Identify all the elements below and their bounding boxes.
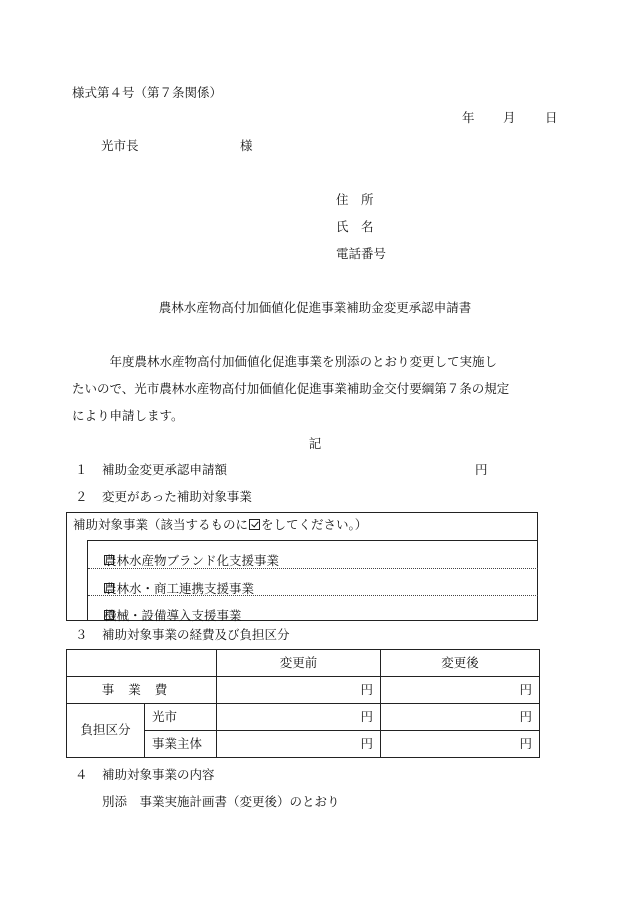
applicant-name-label: 氏 名	[336, 219, 374, 234]
table-row	[67, 704, 540, 731]
column-after: 変更後	[381, 650, 540, 677]
operator-before-cell[interactable]: 円	[217, 731, 381, 758]
form-number: 様式第４号（第７条関係）	[72, 85, 223, 100]
expense-table	[66, 649, 540, 758]
addressee-name: 光市長	[101, 138, 139, 153]
target-project-box	[66, 512, 538, 621]
body-line-2: たいので、光市農林水産物高付加価値化促進事業補助金交付要綱第７条の規定	[72, 381, 510, 396]
body-line-3: により申請します。	[72, 408, 184, 423]
section4-label: 補助対象事業の内容	[102, 767, 215, 782]
operator-after-cell[interactable]: 円	[381, 731, 540, 758]
target-project-instruction	[73, 519, 367, 532]
section2-number: ２	[75, 489, 88, 504]
option-label: 農林水産物ブランド化支援事業	[104, 553, 280, 568]
date-day: 日	[545, 110, 558, 125]
section3-label: 補助対象事業の経費及び負担区分	[102, 627, 290, 642]
ki-heading: 記	[308, 436, 322, 451]
table-header-blank	[67, 650, 217, 677]
option-label: 農林水・商工連携支援事業	[104, 581, 255, 596]
date-month: 月	[503, 110, 516, 125]
city-after-cell[interactable]: 円	[381, 704, 540, 731]
row-cost-text: 事業費	[101, 681, 182, 697]
section3-number: ３	[75, 627, 88, 642]
date-year: 年	[462, 110, 475, 125]
target-project-options	[87, 540, 538, 621]
cost-after-cell[interactable]: 円	[381, 677, 540, 704]
section4-number: ４	[75, 767, 88, 782]
row-cost-label	[67, 677, 217, 704]
applicant-phone-label: 電話番号	[336, 246, 387, 261]
column-before: 変更前	[217, 650, 381, 677]
option-label: 機械・設備導入支援事業	[104, 608, 242, 623]
table-row	[67, 677, 540, 704]
section1-unit: 円	[475, 462, 488, 477]
burden-label: 負担区分	[67, 704, 145, 758]
section1-label: 補助金変更承認申請額	[102, 462, 228, 477]
section2-label: 変更があった補助対象事業	[102, 489, 252, 504]
document-title: 農林水産物高付加価値化促進事業補助金変更承認申請書	[158, 300, 472, 315]
option-row[interactable]	[88, 541, 538, 568]
city-before-cell[interactable]: 円	[217, 704, 381, 731]
instruction-text-before: 補助対象事業（該当するものに	[73, 517, 249, 532]
row-operator-label: 事業主体	[145, 731, 217, 758]
section1-number: １	[75, 462, 88, 477]
checkmark-icon	[249, 519, 260, 530]
option-row[interactable]	[88, 595, 538, 623]
addressee-honorific: 様	[240, 138, 253, 153]
option-row[interactable]	[88, 568, 538, 596]
body-line-1: 年度農林水産物高付加価値化促進事業を別添のとおり変更して実施し	[72, 354, 498, 369]
applicant-address-label: 住 所	[336, 192, 374, 207]
instruction-text-after: をしてください。）	[261, 517, 368, 532]
row-city-label: 光市	[145, 704, 217, 731]
section4-content: 別添 事業実施計画書（変更後）のとおり	[102, 794, 340, 809]
table-row	[67, 650, 540, 677]
cost-before-cell[interactable]: 円	[217, 677, 381, 704]
